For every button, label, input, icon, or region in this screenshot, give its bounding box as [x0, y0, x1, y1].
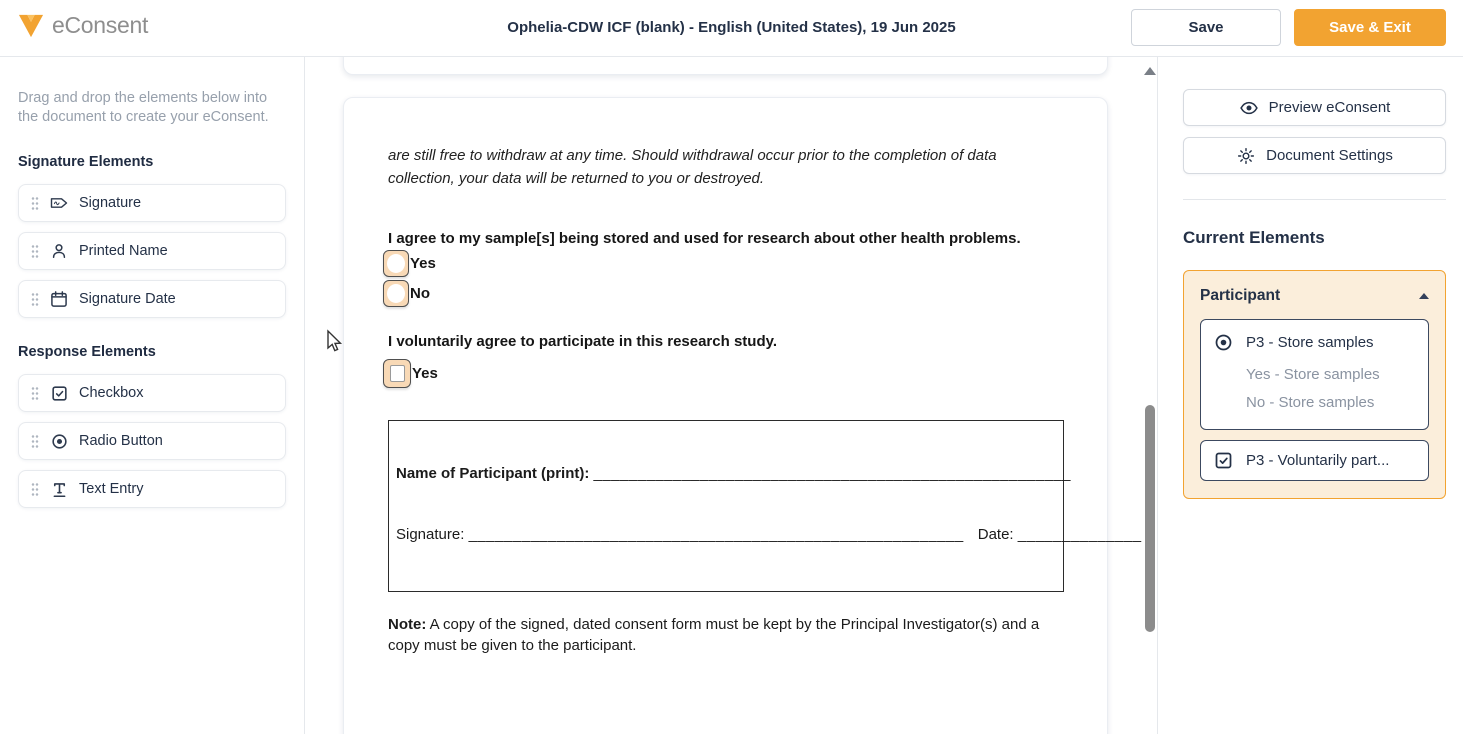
- current-elements-heading: Current Elements: [1183, 228, 1325, 247]
- question-store-samples: I agree to my sample[s] being stored and used for research about other health problems.: [388, 230, 1021, 247]
- signature-icon: [49, 193, 69, 213]
- element-label: P3 - Store samples: [1246, 334, 1374, 351]
- settings-panel: [1158, 57, 1463, 734]
- note-text: A copy of the signed, dated consent form must be kept by the Principal Investigator(s) and a copy must be given to the participant.: [388, 616, 1040, 654]
- element-label: P3 - Voluntarily part...: [1246, 452, 1390, 469]
- name-line: ______________________________________________________: [593, 465, 1072, 482]
- drag-handle-icon[interactable]: [31, 386, 39, 401]
- radio-field-yes[interactable]: [383, 250, 409, 277]
- current-element-store-samples[interactable]: [1200, 319, 1429, 430]
- save-and-exit-button[interactable]: Save & Exit: [1294, 9, 1446, 46]
- note-paragraph: [388, 614, 1056, 656]
- radio-circle: [387, 284, 405, 303]
- withdrawal-paragraph: are still free to withdraw at any time. Should withdrawal occur prior to the completion of data collection, your data will be returned to you or destroyed.: [388, 147, 997, 187]
- document-page: [343, 97, 1142, 734]
- preview-econsent-button[interactable]: [1183, 89, 1446, 126]
- name-label: Name of Participant (print):: [396, 465, 590, 482]
- radio-field-no[interactable]: [383, 280, 409, 307]
- panel-divider: [1183, 199, 1446, 200]
- element-label: Text Entry: [79, 481, 144, 498]
- signature-line: ________________________________________________________: [468, 526, 964, 543]
- date-label: Date:: [977, 526, 1014, 543]
- question-voluntary: I voluntarily agree to participate in this research study.: [388, 333, 778, 350]
- option-label: Yes: [412, 365, 438, 382]
- scroll-up-arrow-icon[interactable]: [1144, 67, 1156, 75]
- text-entry-icon: [49, 479, 69, 499]
- drag-handle-icon[interactable]: [31, 482, 39, 497]
- document-settings-button[interactable]: [1183, 137, 1446, 174]
- element-option: Yes - Store samples: [1246, 366, 1380, 383]
- element-card-checkbox[interactable]: [18, 374, 286, 412]
- response-elements-heading: Response Elements: [18, 344, 156, 361]
- checkbox-icon: [1213, 450, 1234, 471]
- settings-label: Document Settings: [1266, 147, 1393, 164]
- signature-block: [388, 420, 1142, 592]
- note-label: Note:: [388, 616, 427, 633]
- element-label: Signature: [79, 195, 142, 212]
- person-icon: [49, 241, 69, 261]
- signature-elements-heading: Signature Elements: [18, 154, 154, 171]
- checkbox-icon: [49, 383, 69, 403]
- elements-sidebar: [0, 57, 305, 734]
- signature-label: Signature:: [396, 526, 465, 543]
- document-title: Ophelia-CDW ICF (blank) - English (United States), 19 Jun 2025: [507, 19, 956, 36]
- participant-group-header[interactable]: [1200, 287, 1429, 305]
- eye-icon: [1239, 98, 1259, 118]
- group-title: Participant: [1200, 287, 1281, 304]
- radio-icon: [49, 431, 69, 451]
- drag-handle-icon[interactable]: [31, 196, 39, 211]
- element-card-signature-date[interactable]: [18, 280, 286, 318]
- element-label: Signature Date: [79, 291, 176, 308]
- radio-option-yes: [383, 249, 1063, 277]
- app-name: eConsent: [52, 12, 149, 38]
- drag-drop-instructions: Drag and drop the elements below into the document to create your eConsent.: [18, 90, 269, 125]
- option-label: Yes: [410, 254, 436, 272]
- element-card-text-entry[interactable]: [18, 470, 286, 508]
- element-card-signature[interactable]: [18, 184, 286, 222]
- checkbox-option-yes: [383, 359, 1063, 388]
- element-label: Printed Name: [79, 243, 168, 260]
- date-line: ______________: [1017, 526, 1142, 543]
- save-button[interactable]: Save: [1131, 9, 1281, 46]
- document-canvas: [305, 57, 1158, 734]
- option-label: No: [410, 284, 430, 302]
- radio-circle: [387, 254, 405, 273]
- scrollbar-thumb[interactable]: [1145, 405, 1155, 632]
- element-option: No - Store samples: [1246, 394, 1375, 411]
- participant-group: [1183, 270, 1446, 499]
- current-element-voluntary[interactable]: [1200, 440, 1429, 481]
- drag-handle-icon[interactable]: [31, 434, 39, 449]
- collapse-caret-icon: [1419, 293, 1429, 299]
- element-label: Radio Button: [79, 433, 163, 450]
- checkbox-field-yes[interactable]: [383, 359, 411, 388]
- document-page-previous: [343, 57, 1108, 75]
- calendar-icon: [49, 289, 69, 309]
- element-label: Checkbox: [79, 385, 144, 402]
- signature-date-row: [396, 526, 1142, 543]
- drag-handle-icon[interactable]: [31, 244, 39, 259]
- element-card-printed-name[interactable]: [18, 232, 286, 270]
- radio-icon: [1213, 332, 1234, 353]
- drag-handle-icon[interactable]: [31, 292, 39, 307]
- participant-name-row: [396, 465, 1072, 482]
- element-card-radio-button[interactable]: [18, 422, 286, 460]
- checkbox-square: [390, 365, 405, 382]
- app-header: [0, 0, 1463, 57]
- preview-label: Preview eConsent: [1268, 99, 1391, 116]
- document-scrollbar[interactable]: [1140, 57, 1158, 734]
- gear-icon: [1236, 146, 1256, 166]
- radio-option-no: [383, 279, 1063, 307]
